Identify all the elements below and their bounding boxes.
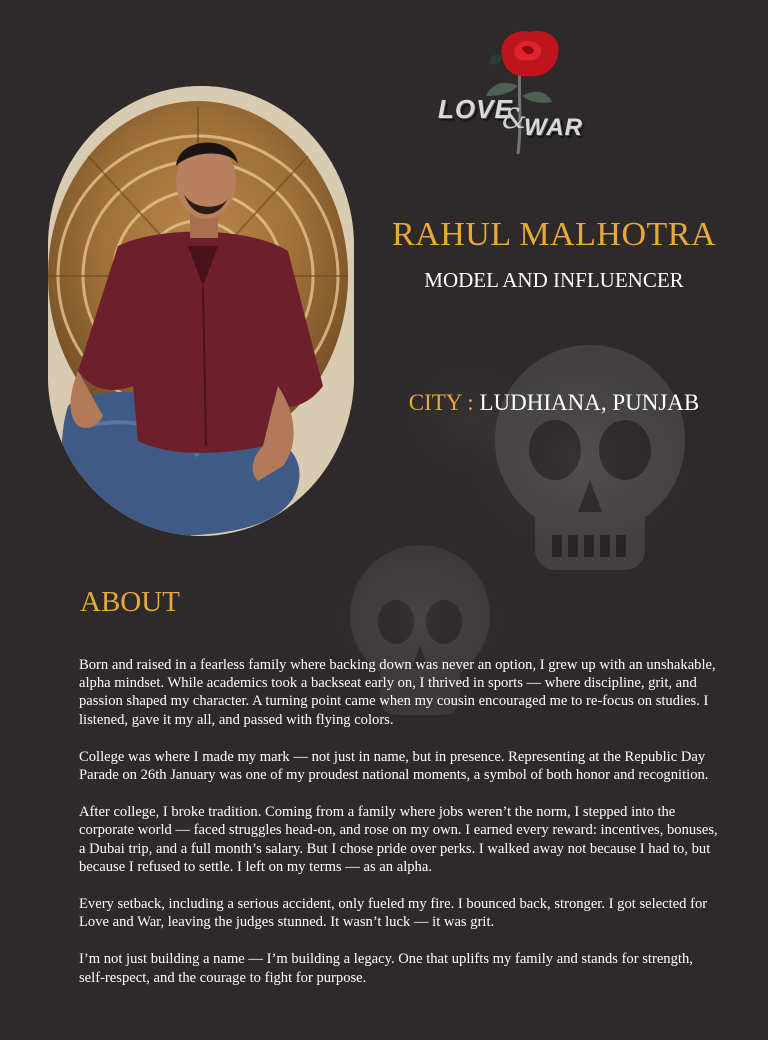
about-paragraph: College was where I made my mark — not just in name, but in presence. Representing at the Republic Day Parade on 26th January was one of my proudest national moments, a symbol of both honor and recognition.: [79, 748, 709, 784]
logo-word-love: LOVE: [438, 94, 513, 124]
about-paragraph: I’m not just building a name — I’m building a legacy. One that uplifts my family and stands for strength, self-respect, and the courage to fight for purpose.: [79, 951, 693, 986]
about-section: [79, 656, 719, 1006]
city-label: CITY :: [408, 390, 474, 415]
profile-photo: [48, 86, 354, 536]
logo-word-war: WAR: [524, 114, 583, 141]
profile-name: RAHUL MALHOTRA: [391, 216, 716, 253]
about-paragraph: After college, I broke tradition. Coming from a family where jobs weren’t the norm, I stepped into the corporate world — faced struggles head-on, and rose on my own. I earned every reward: incentives, bonuses, a Dubai trip, and a full month’s salary. But I chose pride over perks. I walked away not because I had to, but because I refused to settle. I left on my terms — as an alpha.: [79, 804, 718, 875]
city-value: LUDHIANA, PUNJAB: [479, 390, 700, 415]
love-and-war-logo: [432, 26, 602, 156]
about-paragraph: Every setback, including a serious accident, only fueled my fire. I bounced back, stronger. I got selected for Love and War, leaving the judges stunned. It wasn’t luck — it was grit.: [79, 896, 708, 931]
about-paragraph: Born and raised in a fearless family where backing down was never an option, I grew up with an unshakable, alpha mindset. While academics took a backseat early on, I thrived in sports — where discipline, grit, and passion shaped my character. A turning point came when my cousin encouraged me to re-focus on studies. I listened, gave it my all, and passed with flying colors.: [79, 657, 716, 728]
profile-role: MODEL AND INFLUENCER: [424, 268, 684, 292]
about-heading: ABOUT: [80, 586, 180, 618]
skull-background-graphic: [480, 340, 700, 600]
profile-city: [370, 390, 738, 416]
logo-ampersand: &: [502, 102, 527, 135]
